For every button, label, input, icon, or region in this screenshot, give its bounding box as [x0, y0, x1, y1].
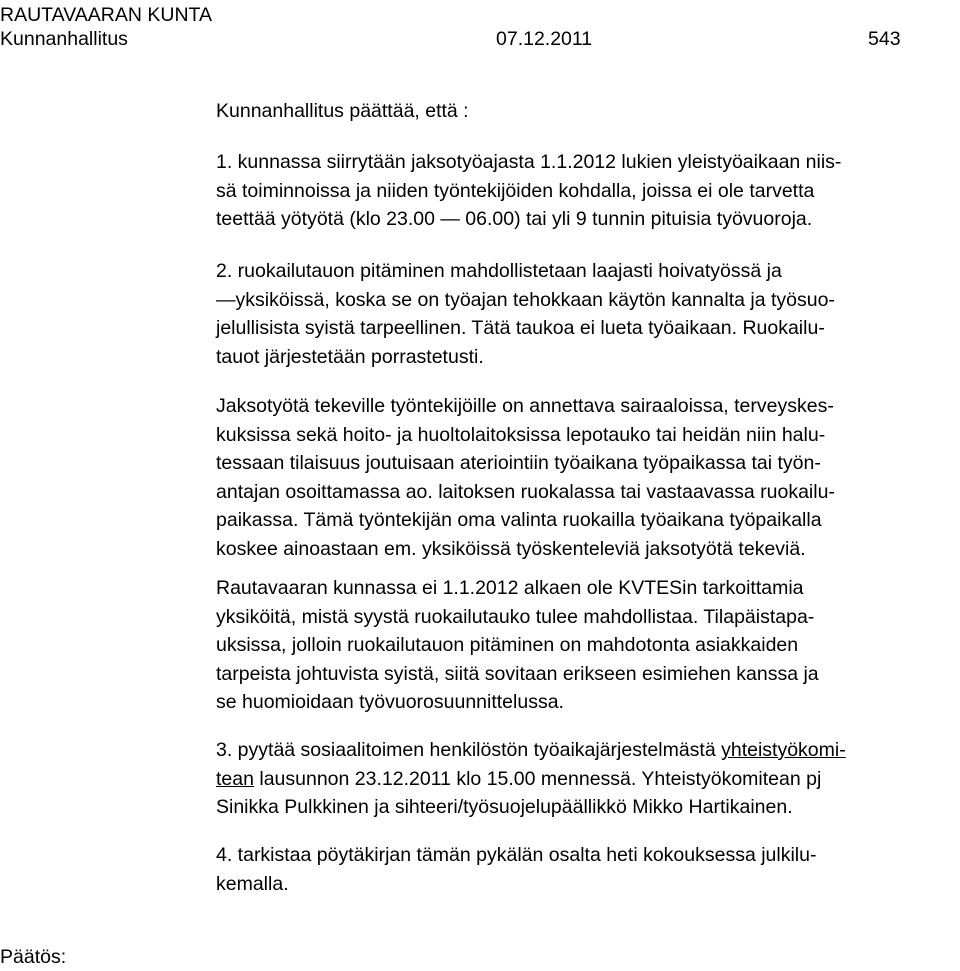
- decision-item-4: [216, 841, 946, 898]
- committee-underlined-text: yhteistyökomi-: [721, 739, 846, 761]
- item1-line: 1. kunnassa siirrytään jaksotyöajasta 1.1.2012 lukien yleistyöaikaan niis-: [216, 151, 842, 173]
- board-name: Kunnanhallitus: [0, 28, 128, 50]
- page-number: 543: [868, 28, 901, 50]
- item1-line: teettää yötyötä (klo 23.00 — 06.00) tai yli 9 tunnin pituisia työvuoroja.: [216, 208, 813, 230]
- paragraph2-line: se huomioidaan työvuorosuunnittelussa.: [216, 691, 564, 713]
- item3-line: [216, 736, 946, 765]
- paragraph1-line: paikassa. Tämä työntekijän oma valinta ruokailla työaikana työpaikalla: [216, 509, 822, 531]
- item3-text: 3. pyytää sosiaalitoimen henkilöstön työaikajärjestelmästä: [216, 739, 722, 761]
- intro-text: Kunnanhallitus päättää, että :: [216, 100, 469, 122]
- decision-intro: [216, 97, 946, 126]
- paragraph1-line: antajan osoittamassa ao. laitoksen ruokalassa tai vastaavassa ruokailu-: [216, 480, 835, 503]
- decision-item-2: [216, 257, 946, 371]
- item2-line: jelullisista syistä tarpeellinen. Tätä taukoa ei lueta työaikaan. Ruokailu-: [216, 317, 825, 339]
- decision-label: Päätös:: [0, 946, 67, 968]
- item3-line: Sinikka Pulkkinen ja sihteeri/työsuojelupäällikkö Mikko Hartikainen.: [216, 796, 793, 818]
- meeting-date: 07.12.2011: [496, 28, 593, 50]
- item3-line: [216, 765, 946, 794]
- paragraph1-line: Jaksotyötä tekeville työntekijöille on annettava sairaaloissa, terveyskes-: [216, 395, 834, 417]
- item1-line: sä toiminnoissa ja niiden työntekijöiden kohdalla, joissa ei ole tarvetta: [216, 179, 815, 202]
- municipality-name: RAUTAVAARAN KUNTA: [0, 4, 212, 26]
- decision-item-3: [216, 736, 946, 822]
- item4-line: 4. tarkistaa pöytäkirjan tämän pykälän osalta heti kokouksessa julkilu-: [216, 844, 817, 866]
- paragraph-shift-work-breaks: [216, 392, 946, 563]
- item2-line: 2. ruokailutauon pitäminen mahdollistetaan laajasti hoivatyössä ja: [216, 260, 782, 282]
- paragraph-rautavaara: [216, 574, 946, 717]
- item3-text: lausunnon 23.12.2011 klo 15.00 mennessä. Yhteistyökomitean pj: [253, 767, 822, 790]
- paragraph2-line: uksissa, jolloin ruokailutauon pitäminen on mahdotonta asiakkaiden: [216, 634, 799, 656]
- item4-line: kemalla.: [216, 872, 289, 895]
- paragraph2-line: Rautavaaran kunnassa ei 1.1.2012 alkaen ole KVTESin tarkoittamia: [216, 577, 804, 599]
- paragraph1-line: koskee ainoastaan em. yksiköissä työskenteleviä jaksotyötä tekeviä.: [216, 537, 806, 560]
- paragraph2-line: tarpeista johtuvista syistä, siitä sovitaan erikseen esimiehen kanssa ja: [216, 662, 819, 685]
- committee-underlined-text: tean: [216, 767, 254, 790]
- decision-item-1: [216, 148, 946, 234]
- paragraph2-line: yksiköitä, mistä syystä ruokailutauko tulee mahdollistaa. Tilapäistapa-: [216, 605, 815, 628]
- item2-line: —yksiköissä, koska se on työajan tehokkaan käytön kannalta ja työsuo-: [216, 288, 835, 311]
- paragraph1-line: tessaan tilaisuus joutuisaan ateriointiin työaikana työpaikassa tai työn-: [216, 452, 821, 474]
- paragraph1-line: kuksissa sekä hoito- ja huoltolaitoksissa lepotauko tai heidän niin halu-: [216, 423, 826, 446]
- item2-line: tauot järjestetään porrastetusti.: [216, 345, 484, 368]
